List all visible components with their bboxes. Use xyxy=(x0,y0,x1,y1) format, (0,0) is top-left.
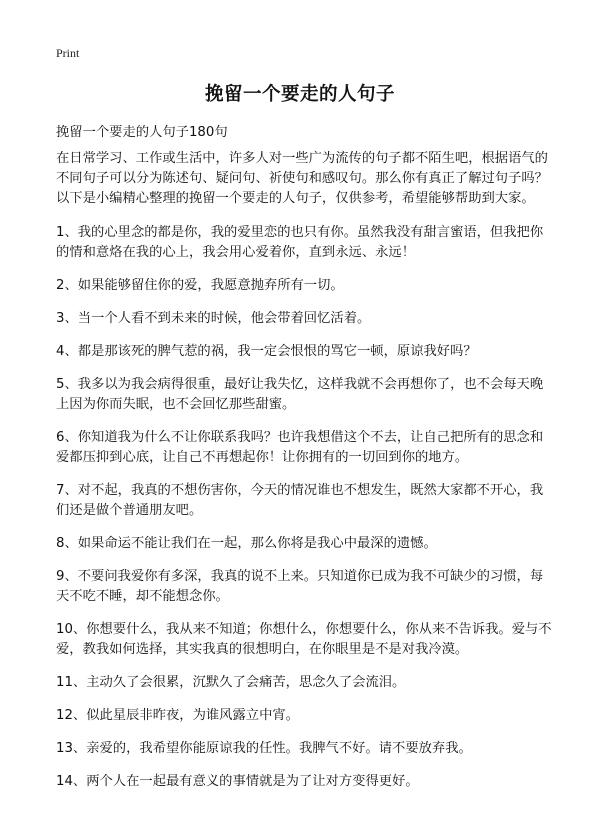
page-title: 挽留一个要走的人句子 xyxy=(204,84,395,105)
list-item: 5、我多以为我会病得很重，最好让我失忆，这样我就不会再想你了，也不会每天晚上因为你而失眠，也不会回忆那些甜蜜。 xyxy=(56,377,544,412)
list-item: 9、不要问我爱你有多深，我真的说不上来。只知道你已成为我不可缺少的习惯，每天不吃不睡，却不能想念你。 xyxy=(56,569,544,604)
list-item: 14、两个人在一起最有意义的事情就是为了让对方变得更好。 xyxy=(56,774,419,789)
list-item: 11、主动久了会很累，沉默久了会痛苦，思念久了会流泪。 xyxy=(56,675,406,690)
list-item: 2、如果能够留住你的爱，我愿意抛弃所有一切。 xyxy=(56,278,344,293)
intro-paragraph: 在日常学习、工作或生活中，许多人对一些广为流传的句子都不陌生吧，根据语气的不同句子可以分为陈述句、疑问句、祈使句和感叹句。那么你有真正了解过句子吗？以下是小编精心整理的挽留一个要走的人句子，仅供参考，希望能够帮助到大家。 xyxy=(56,151,548,206)
list-item: 3、当一个人看不到未来的时候，他会带着回忆活着。 xyxy=(56,311,371,326)
list-item: 1、我的心里念的都是你，我的爱里恋的也只有你。虽然我没有甜言蜜语，但我把你的情和意烙在我的心上，我会用心爱着你，直到永远、永远！ xyxy=(56,225,544,260)
list-item: 6、你知道我为什么不让你联系我吗？也许我想借这个不去，让自己把所有的思念和爱都压抑到心底，让自己不再想起你！让你拥有的一切回到你的地方。 xyxy=(56,430,544,465)
list-item: 8、如果命运不能让我们在一起，那么你将是我心中最深的遗憾。 xyxy=(56,536,437,551)
list-item: 13、亲爱的，我希望你能原谅我的任性。我脾气不好。请不要放弃我。 xyxy=(56,741,472,756)
list-item: 7、对不起，我真的不想伤害你，今天的情况谁也不想发生，既然大家都不开心，我们还是做个普通朋友吧。 xyxy=(56,483,544,518)
article-body xyxy=(56,149,556,805)
print-link[interactable]: Print xyxy=(56,46,80,60)
list-item: 12、似此星辰非昨夜，为谁风露立中宵。 xyxy=(56,708,299,723)
list-item: 4、都是那该死的脾气惹的祸，我一定会恨恨的骂它一顿，原谅我好吗？ xyxy=(56,344,477,359)
page-subtitle: 挽留一个要走的人句子180句 xyxy=(56,125,228,140)
list-item: 10、你想要什么，我从来不知道；你想什么，你想要什么，你从来不告诉我。爱与不爱，教我如何选择，其实我真的很想明白，在你眼里是不是对我冷漠。 xyxy=(56,622,552,657)
